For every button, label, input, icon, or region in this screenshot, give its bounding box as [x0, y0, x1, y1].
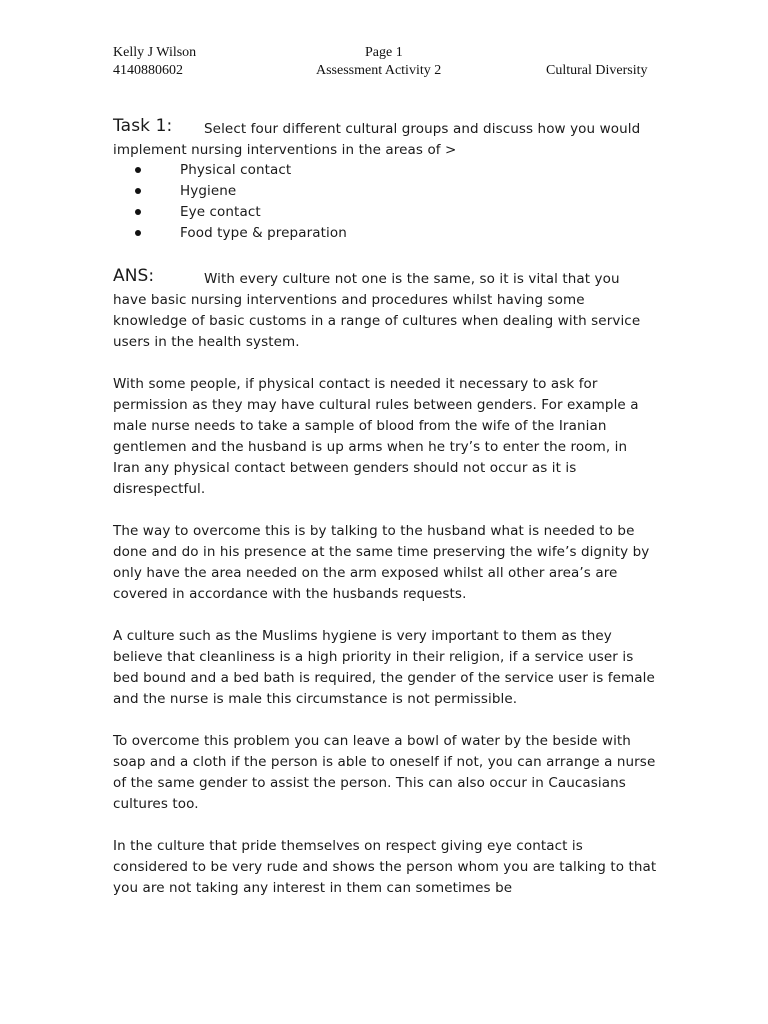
header-id-number: 4140880602	[113, 63, 183, 78]
answer-paragraph-hygiene: A culture such as the Muslims hygiene is very important to them as they believe that cleanliness is a high priority in their religion, if a service user is bed bound and a bed bath is required, the gender of the service user is female and the nurse is male this circumstance is not permissible.	[113, 628, 655, 707]
list-item	[113, 202, 658, 223]
task-question-line	[113, 116, 658, 138]
bullet-text: Hygiene	[180, 183, 237, 199]
bullet-icon	[135, 167, 141, 173]
task-question-continuation: implement nursing interventions in the areas of >	[113, 142, 457, 158]
answer-first-line	[113, 266, 658, 288]
bullet-icon	[135, 230, 141, 236]
header-activity: Assessment Activity 2	[316, 63, 442, 78]
answer-first-line-text: With every culture not one is the same, so it is vital that you	[204, 271, 620, 287]
answer-paragraph-eye-contact: In the culture that pride themselves on respect giving eye contact is considered to be very rude and shows the person whom you are talking to that you are not taking any interest in them can sometimes be	[113, 838, 657, 896]
bullet-text: Physical contact	[180, 162, 292, 178]
bullet-text: Food type & preparation	[180, 225, 347, 241]
header-page-number: Page 1	[365, 45, 403, 60]
list-item	[113, 223, 658, 244]
answer-paragraph-overcome-hygiene: To overcome this problem you can leave a bowl of water by the beside with soap and a cloth if the person is able to oneself if not, you can arrange a nurse of the same gender to assist the person. This can also occur in Caucasians cultures too.	[113, 733, 656, 812]
header-author: Kelly J Wilson	[113, 45, 197, 60]
answer-paragraph-intro: have basic nursing interventions and procedures whilst having some knowledge of basic customs in a range of cultures when dealing with service users in the health system.	[113, 292, 641, 350]
bullet-icon	[135, 209, 141, 215]
answer-paragraph-overcome-contact: The way to overcome this is by talking to the husband what is needed to be done and do in his presence at the same time preserving the wife’s dignity by only have the area needed on the arm exposed whilst all other area’s are covered in accordance with the husbands requests.	[113, 523, 650, 602]
header-subject: Cultural Diversity	[546, 63, 648, 78]
list-item	[113, 181, 658, 202]
bullet-text: Eye contact	[180, 204, 261, 220]
task-label: Task 1:	[113, 116, 173, 136]
task-question-text: Select four different cultural groups and discuss how you would	[204, 121, 641, 137]
answer-paragraph-physical-contact: With some people, if physical contact is needed it necessary to ask for permission as they may have cultural rules between genders. For example a male nurse needs to take a sample of blood from the wife of the Iranian gentlemen and the husband is up arms when he try’s to enter the room, in Iran any physical contact between genders should not occur as it is disrespectful.	[113, 376, 639, 497]
bullet-icon	[135, 188, 141, 194]
task-bullet-list	[113, 160, 658, 244]
list-item	[113, 160, 658, 181]
answer-label: ANS:	[113, 266, 155, 286]
